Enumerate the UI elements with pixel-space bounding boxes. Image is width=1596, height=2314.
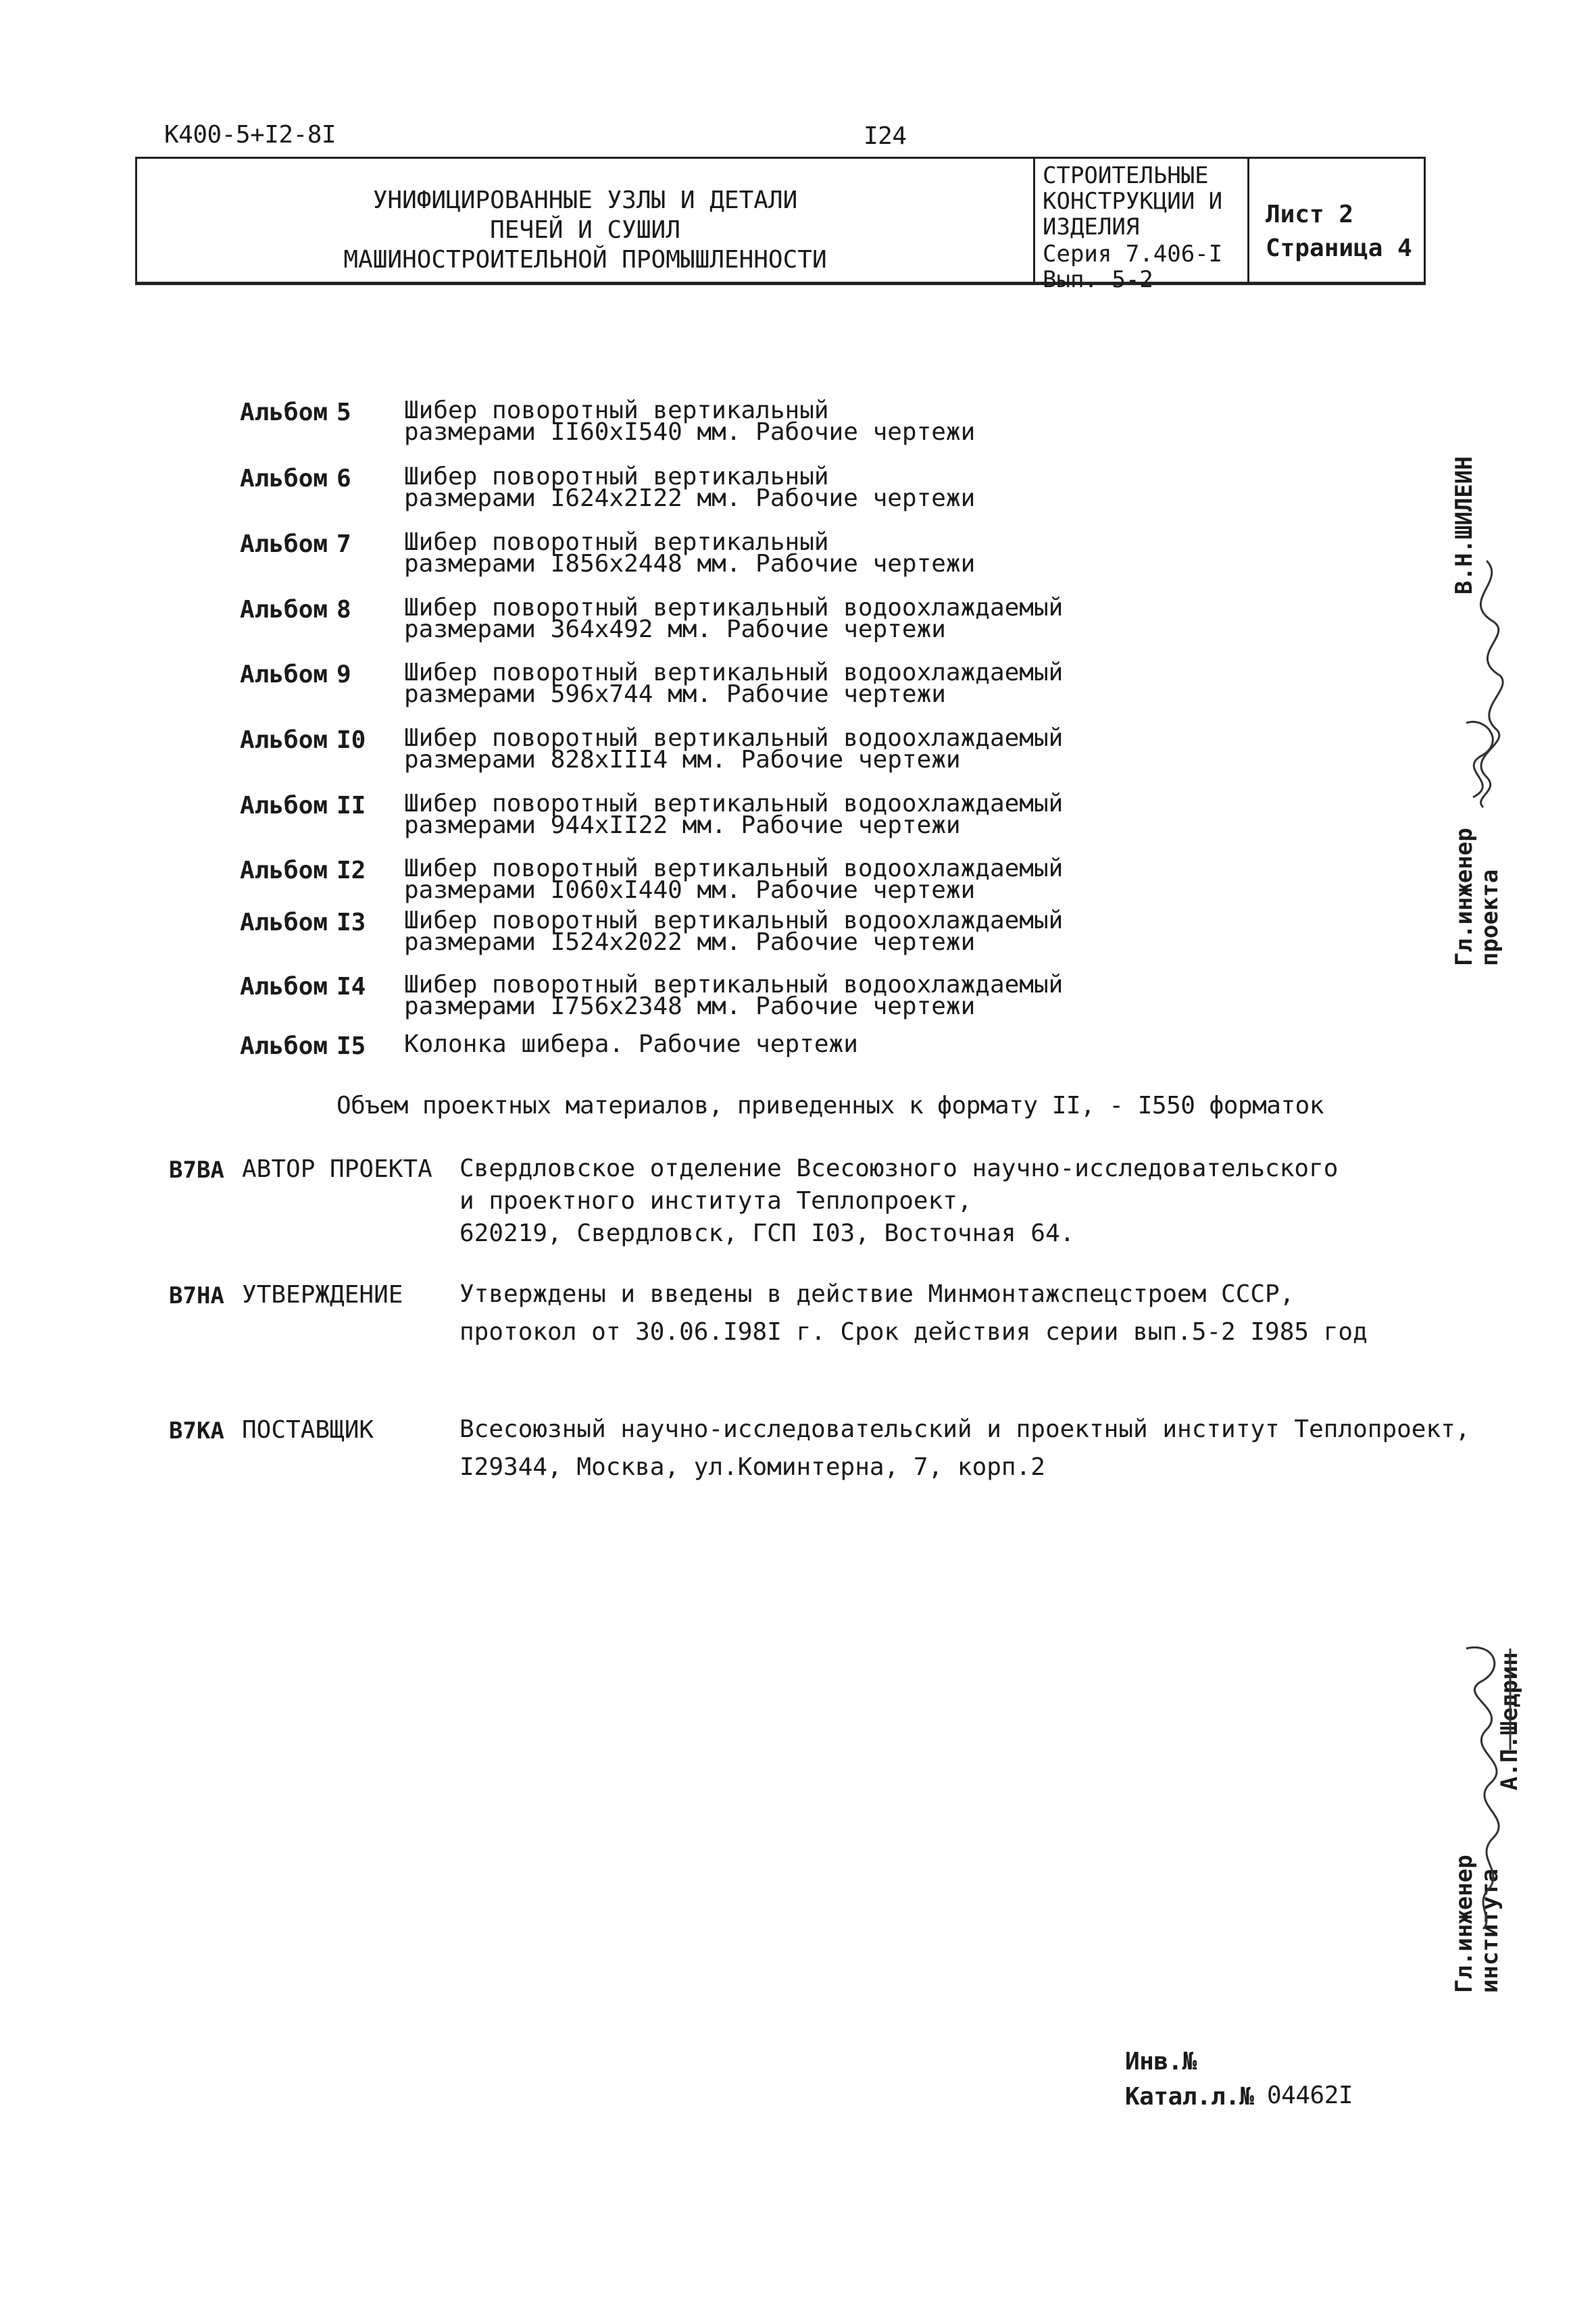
album-label: Альбом: [240, 857, 328, 884]
album-line: Шибер поворотный вертикальный водоохлаждаемый: [404, 907, 1064, 934]
album-label: Альбом: [240, 530, 328, 558]
signature-role-line: проекта: [1476, 869, 1503, 966]
album-line: размерами I524x2022 мм. Рабочие чертежи: [404, 928, 976, 956]
album-line: Колонка шибера. Рабочие чертежи: [404, 1030, 858, 1058]
album-line: Шибер поворотный вертикальный водоохлаждаемый: [404, 594, 1064, 622]
section-text: [459, 1153, 1338, 1250]
album-description: [404, 1030, 858, 1058]
album-line: Шибер поворотный вертикальный: [404, 397, 829, 424]
title-block-sheet: [1266, 198, 1412, 266]
title-line: МАШИНОСТРОИТЕЛЬНОЙ ПРОМЫШЛЕННОСТИ: [343, 246, 827, 274]
album-number: I0: [336, 726, 366, 754]
signature-name: В.Н.ШИЛЕИН: [1451, 456, 1478, 595]
section-code: В7КА: [169, 1417, 224, 1444]
album-line: размерами II60xI540 мм. Рабочие чертежи: [404, 418, 976, 446]
signature-role-line: института: [1476, 1868, 1503, 1993]
album-description: [404, 907, 1064, 956]
album-line: размерами 944xII22 мм. Рабочие чертежи: [404, 811, 961, 839]
section-text: [459, 1278, 1368, 1349]
title-block: [135, 157, 1426, 293]
album-label: Альбом: [240, 465, 328, 493]
album-number: 9: [336, 661, 351, 688]
album-label: Альбом: [240, 726, 328, 754]
album-number: I2: [336, 857, 366, 884]
album-line: Шибер поворотный вертикальный водоохлаждаемый: [404, 971, 1064, 999]
album-line: размерами I624x2I22 мм. Рабочие чертежи: [404, 484, 976, 512]
album-description: [404, 463, 976, 512]
section-label: ПОСТАВЩИК: [242, 1416, 374, 1444]
album-line: Шибер поворотный вертикальный водоохлаждаемый: [404, 855, 1064, 882]
signature-role-line: Гл.инженер: [1451, 828, 1478, 966]
album-description: [404, 724, 1064, 774]
signature-role-line: Гл.инженер: [1451, 1855, 1478, 1993]
album-line: Шибер поворотный вертикальный: [404, 463, 829, 491]
album-label: Альбом: [240, 1032, 328, 1060]
section-line: Всесоюзный научно-исследовательский и проектный институт Теплопроект,: [459, 1415, 1470, 1443]
title-line: ПЕЧЕЙ И СУШИЛ: [490, 216, 680, 244]
title-block-category: [1043, 163, 1222, 293]
album-number: 5: [336, 399, 351, 426]
handwritten-signature-2: [1453, 1635, 1527, 1932]
series-label: Серия 7.406-I: [1043, 241, 1223, 268]
section-line: I29344, Москва, ул.Коминтерна, 7, корп.2: [459, 1453, 1045, 1481]
section-code: В7НА: [169, 1282, 224, 1309]
signature-name: А.П.Шедрин: [1496, 1652, 1523, 1790]
section-label: УТВЕРЖДЕНИЕ: [242, 1281, 403, 1309]
album-description: [404, 855, 1064, 904]
album-line: Шибер поворотный вертикальный: [404, 528, 829, 556]
catalog-label: Катал.л.№: [1125, 2083, 1254, 2111]
album-number: 8: [336, 596, 351, 624]
album-number: I5: [336, 1032, 366, 1060]
sheet-label: Лист 2: [1266, 201, 1354, 228]
section-line: Свердловское отделение Всесоюзного научно-исследовательского: [459, 1155, 1339, 1182]
album-number: I3: [336, 909, 366, 936]
title-line: УНИФИЦИРОВАННЫЕ УЗЛЫ И ДЕТАЛИ: [372, 186, 798, 214]
signature-role-1: [1451, 828, 1503, 966]
document-code: К400-5+I2-8I: [164, 121, 336, 149]
section-line: и проектного института Теплопроект,: [459, 1187, 972, 1215]
album-line: Шибер поворотный вертикальный водоохлаждаемый: [404, 724, 1064, 752]
album-label: Альбом: [240, 661, 328, 688]
album-line: размерами I856x2448 мм. Рабочие чертежи: [404, 550, 976, 578]
album-line: размерами 596x744 мм. Рабочие чертежи: [404, 680, 946, 708]
section-line: 620219, Свердловск, ГСП I03, Восточная 64.: [459, 1219, 1075, 1247]
album-line: Шибер поворотный вертикальный водоохлаждаемый: [404, 659, 1064, 686]
section-label: АВТОР ПРОЕКТА: [242, 1155, 432, 1183]
issue-label: Вып. 5-2: [1043, 266, 1153, 293]
album-line: размерами 364x492 мм. Рабочие чертежи: [404, 615, 946, 643]
album-line: размерами 828xIII4 мм. Рабочие чертежи: [404, 746, 961, 774]
page-number: I24: [864, 122, 907, 150]
section-line: протокол от 30.06.I98I г. Срок действия серии вып.5-2 I985 год: [459, 1318, 1368, 1346]
section-line: Утверждены и введены в действие Минмонтажспецстроем СССР,: [459, 1280, 1295, 1308]
album-description: [404, 790, 1064, 839]
album-number: I4: [336, 973, 366, 1001]
album-label: Альбом: [240, 792, 328, 820]
album-label: Альбом: [240, 909, 328, 936]
album-number: 6: [336, 465, 351, 493]
album-description: [404, 397, 976, 446]
album-description: [404, 594, 1064, 643]
album-label: Альбом: [240, 399, 328, 426]
album-description: [404, 659, 1064, 708]
album-number: II: [336, 792, 366, 820]
album-line: размерами I756x2348 мм. Рабочие чертежи: [404, 992, 976, 1020]
album-description: [404, 528, 976, 578]
handwritten-signature-1: [1446, 554, 1520, 811]
album-label: Альбом: [240, 596, 328, 624]
catalog-number: 04462I: [1267, 2082, 1353, 2109]
album-label: Альбом: [240, 973, 328, 1001]
album-description: [404, 971, 1064, 1020]
category-line: КОНСТРУКЦИИ И: [1043, 188, 1223, 215]
category-line: ИЗДЕЛИЯ: [1043, 213, 1140, 241]
album-line: размерами I060xI440 мм. Рабочие чертежи: [404, 876, 976, 904]
page-label: Страница 4: [1266, 234, 1412, 262]
volume-note: Объем проектных материалов, приведенных к формату II, - I550 форматок: [336, 1092, 1324, 1120]
album-line: Шибер поворотный вертикальный водоохлаждаемый: [404, 790, 1064, 818]
category-line: СТРОИТЕЛЬНЫЕ: [1043, 162, 1209, 189]
inventory-label: Инв.№: [1125, 2048, 1197, 2076]
section-text: [459, 1413, 1470, 1484]
title-block-title: [137, 186, 1033, 275]
section-code: В7ВА: [169, 1157, 224, 1184]
album-number: 7: [336, 530, 351, 558]
